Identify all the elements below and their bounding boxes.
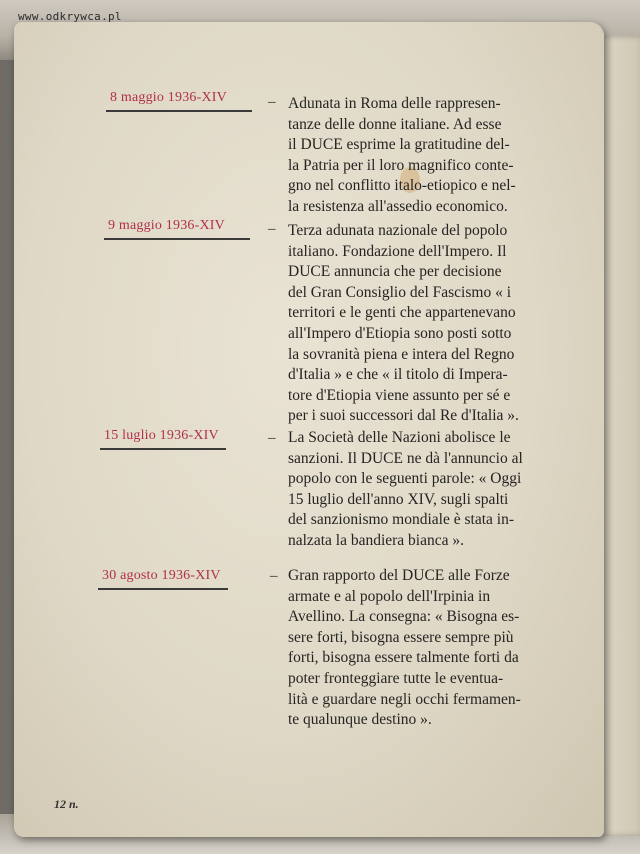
entry-date: 15 luglio 1936-XIV: [104, 428, 219, 443]
entry-dash: –: [268, 430, 276, 446]
entry-date: 8 maggio 1936-XIV: [110, 90, 227, 105]
book-page: [14, 22, 604, 837]
entry-dash: –: [268, 221, 276, 237]
watermark: www.odkrywca.pl: [18, 10, 122, 23]
date-underline: [106, 110, 252, 112]
date-underline: [104, 238, 250, 240]
entry-text: Gran rapporto del DUCE alle Forze armate e al popolo dell'Irpinia in Avellino. La consegna: « Bisogna es- sere forti, bisogna essere sempre più forti, bisogna essere talmente forti da poter fronteggiare tutte le eventua- lità e guardare negli occhi fermamen- te qualunque destino ».: [288, 567, 521, 729]
date-underline: [98, 588, 228, 590]
entry-text: Adunata in Roma delle rappresen- tanze delle donne italiane. Ad esse il DUCE esprime la gratitudine del- la Patria per il loro magnifico conte- gno nel conflitto italo-etiopico e nel- la resistenza all'assedio economico.: [288, 95, 516, 215]
entry-text: Terza adunata nazionale del popolo italiano. Fondazione dell'Impero. Il DUCE annuncia che per decisione del Gran Consiglio del Fascismo « i territori e le genti che appartenevano all'Impero d'Etiopia sono posti sotto la sovranità piena e intera del Regno d'Italia » e che « il titolo di Impera- tore d'Etiopia viene assunto per sé e per i suoi successori dal Re d'Italia ».: [288, 222, 519, 425]
entry-text: La Società delle Nazioni abolisce le sanzioni. Il DUCE ne dà l'annuncio al popolo con le seguenti parole: « Oggi 15 luglio dell'anno XIV, sugli spalti del sanzionismo mondiale è stata in- nalzata la bandiera bianca ».: [288, 429, 523, 549]
date-underline: [100, 448, 226, 450]
entry-date: 9 maggio 1936-XIV: [108, 218, 225, 233]
entry-dash: –: [268, 94, 276, 110]
entry-dash: –: [270, 568, 278, 584]
page-number: 12 n.: [54, 797, 79, 811]
entry-date: 30 agosto 1936-XIV: [102, 568, 221, 583]
